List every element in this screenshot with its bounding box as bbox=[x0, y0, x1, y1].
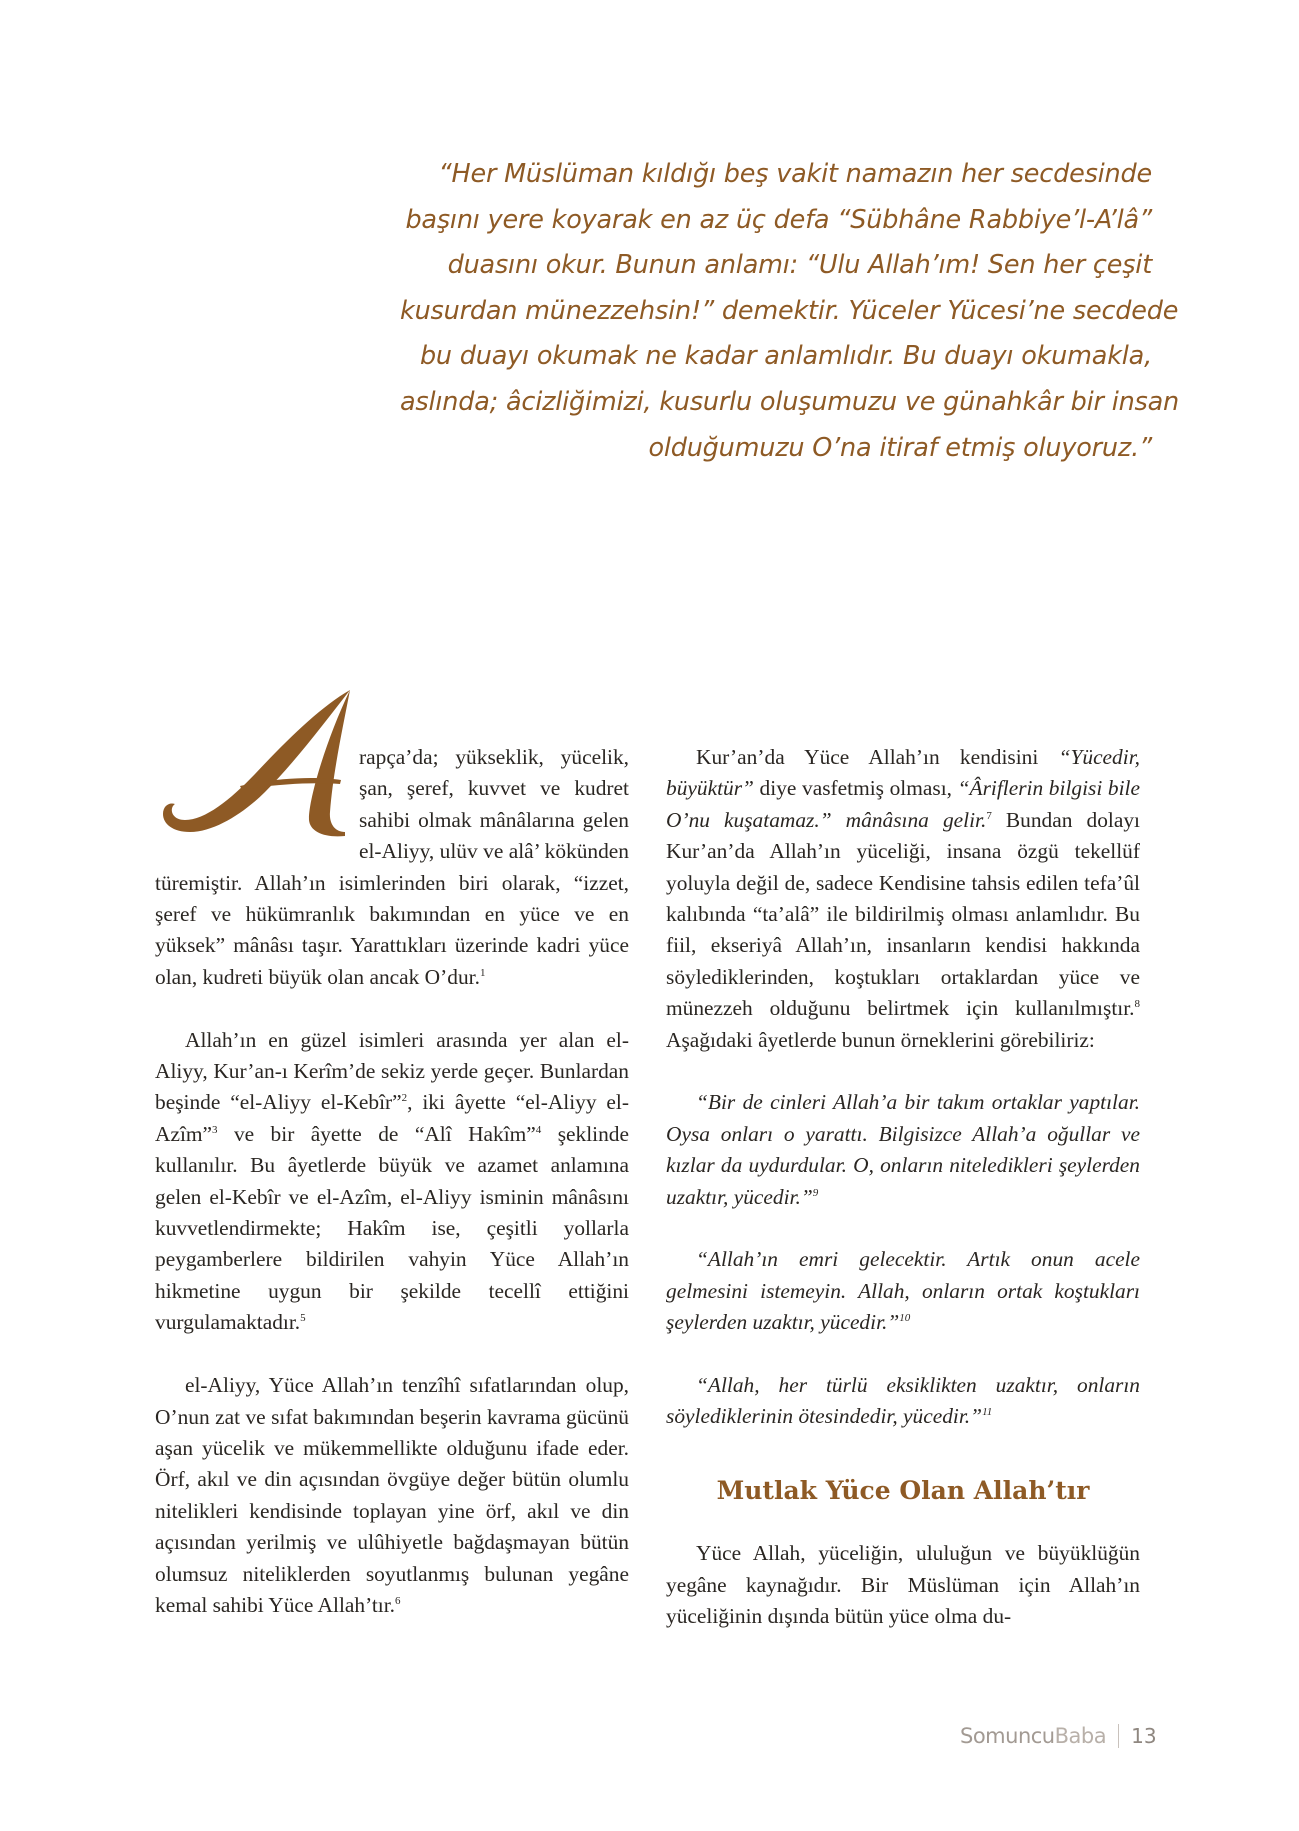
pull-quote-line: “Her Müslüman kıldığı beş vakit namazın her secdesinde bbox=[438, 159, 1152, 189]
page-footer bbox=[960, 1724, 1157, 1748]
footnote-ref: 4 bbox=[535, 1123, 542, 1136]
paragraph-text: Bundan dolayı Kur’an’da Allah’ın yüceliği, insana özgü tekellüf yoluyla değil de, sadece Kendisine tahsis edilen tefa’ûl kalıbında “ta’alâ” ile bildirilmiş olması anlamlıdır. Bu fiil, ekseriyâ Allah’ın, insanların kendisi hakkında söylediklerinden, koştukları ortaklardan yüce ve münezzeh olduğunu belirtmek için kullanılmıştır. bbox=[666, 807, 1140, 1021]
left-column bbox=[155, 742, 629, 1621]
section-title: Mutlak Yüce Olan Allah’tır bbox=[716, 1475, 1090, 1505]
pull-quote bbox=[400, 152, 1180, 471]
footnote-ref: 10 bbox=[899, 1312, 911, 1325]
paragraph-text: Kur’an’da Yüce Allah’ın kendisini bbox=[696, 745, 1059, 769]
footnote-ref: 11 bbox=[982, 1406, 993, 1419]
footnote-ref: 1 bbox=[479, 966, 486, 979]
paragraph-attributes bbox=[155, 1370, 629, 1621]
paragraph-text: rapça’da; yükseklik, yücelik, şan, şeref, kuvvet ve kudret sahibi olmak mânâlarına gelen el-Aliyy, ulüv ve alâ’ kökünden türemiştir. Allah’ın isimlerinden biri olarak, “izzet, şeref ve hükümranlık bakımından en yüce ve en yüksek” mânâsı taşır. Yarattıkları üzerinde kadri yüce olan, kudreti büyük olan ancak O’dur. bbox=[155, 745, 629, 989]
paragraph-text: diye vasfetmiş olması, bbox=[753, 776, 958, 801]
right-column bbox=[666, 742, 1140, 1633]
paragraph-text: Allah’ın en güzel isimleri arasında yer alan el-Aliyy, Kur’an-ı Kerîm’de sekiz yerde geçer. Bunlardan beşinde “el-Aliyy el-Kebîr” bbox=[155, 1027, 629, 1115]
footer-divider bbox=[1118, 1724, 1119, 1748]
paragraph-names bbox=[155, 1025, 629, 1339]
footnote-ref: 2 bbox=[401, 1092, 408, 1105]
pull-quote-line: aslında; âcizliğimizi, kusurlu oluşumuzu ve günahkâr bir insan bbox=[400, 386, 1180, 417]
paragraph-intro bbox=[155, 742, 629, 993]
pull-quote-line: başını yere koyarak en az üç defa “Sübhâne Rabbiye’l-A’lâ” bbox=[405, 204, 1152, 235]
paragraph-text: , iki âyette “el-Aliyy el-Azîm” bbox=[155, 1090, 629, 1146]
footnote-ref: 7 bbox=[986, 809, 992, 822]
quote-text: “Âriflerin bilgisi bile O’nu kuşatamaz.” mânâsına gelir. bbox=[666, 776, 1140, 832]
brand-name-part2: Baba bbox=[1054, 1724, 1107, 1748]
paragraph-text: şeklinde kullanılır. Bu âyetlerde büyük ve azamet anlamına gelen el-Kebîr ve el-Azîm, el-Aliyy isminin mânâsını kuvvetlendirmekte; Hakîm ise, çeşitli yollarla peygamberlere bildirilen vahyin Yüce Allah’ın hikmetine uygun bir şekilde tecellî ettiğini vurgulamaktadır. bbox=[155, 1121, 629, 1335]
verse-quote bbox=[666, 1087, 1140, 1213]
quote-text: “Yücedir, büyüktür” bbox=[666, 745, 1140, 801]
pull-quote-line: kusurdan münezzehsin!” demektir. Yüceler Yücesi’ne secdede bbox=[400, 295, 1179, 326]
paragraph-last: Yüce Allah, yüceliğin, ululuğun ve büyüklüğün yegâne kaynağıdır. Bir Müslüman için Allah’ın yüceliğinin dışında bütün yüce olma du- bbox=[666, 1541, 1140, 1629]
brand-name-part1: Somuncu bbox=[960, 1724, 1055, 1748]
footnote-ref: 9 bbox=[812, 1186, 819, 1199]
verse-quote bbox=[666, 1370, 1140, 1433]
pull-quote-line: duasını okur. Bunun anlamı: “Ulu Allah’ım! Sen her çeşit bbox=[447, 250, 1152, 281]
verse-text: “Allah’ın emri gelecektir. Artık onun acele gelmesini istemeyin. Allah, onların ortak koştukları şeylerden uzaktır, yücedir.” bbox=[666, 1247, 1140, 1335]
verse-text: “Allah, her türlü eksiklikten uzaktır, onların söylediklerinin ötesindedir, yücedir.” bbox=[666, 1373, 1140, 1429]
footnote-ref: 6 bbox=[395, 1594, 401, 1607]
verse-text: “Bir de cinleri Allah’a bir takım ortaklar yaptılar. Oysa onları o yarattı. Bilgisizce Allah’a oğullar ve kızlar da uydurdular. O, onların niteledikleri şeylerden uzaktır, yücedir.” bbox=[666, 1090, 1140, 1209]
footnote-ref: 3 bbox=[212, 1123, 218, 1136]
verse-quote bbox=[666, 1244, 1140, 1338]
footnote-ref: 5 bbox=[300, 1312, 306, 1325]
dropcap-a-icon bbox=[145, 682, 375, 842]
paragraph-text: Aşağıdaki âyetlerde bunun örneklerini görebiliriz: bbox=[666, 1027, 1095, 1052]
pull-quote-line: bu duayı okumak ne kadar anlamlıdır. Bu duayı okumakla, bbox=[419, 341, 1152, 372]
paragraph-text: ve bir âyette de “Alî Hakîm” bbox=[217, 1121, 536, 1146]
page-number: 13 bbox=[1131, 1724, 1157, 1748]
footnote-ref: 8 bbox=[1134, 998, 1140, 1011]
dropcap-letter bbox=[145, 742, 355, 842]
paragraph-quran bbox=[666, 742, 1140, 1056]
pull-quote-line: olduğumuzu O’na itiraf etmiş oluyoruz.” bbox=[648, 432, 1152, 463]
paragraph-text: el-Aliyy, Yüce Allah’ın tenzîhî sıfatlarından olup, O’nun zat ve sıfat bakımından beşerin kavrama gücünü aşan yücelik ve mükemmellikte olduğunu ifade eder. Örf, akıl ve din açısından övgüye değer bütün olumlu nitelikleri kendisinde toplayan yine örf, akıl ve din açısından yerilmiş ve ulûhiyetle bağdaşmayan bütün olumsuz niteliklerden soyutlanmış bulunan yegâne kemal sahibi Yüce Allah’tır. bbox=[155, 1373, 629, 1617]
